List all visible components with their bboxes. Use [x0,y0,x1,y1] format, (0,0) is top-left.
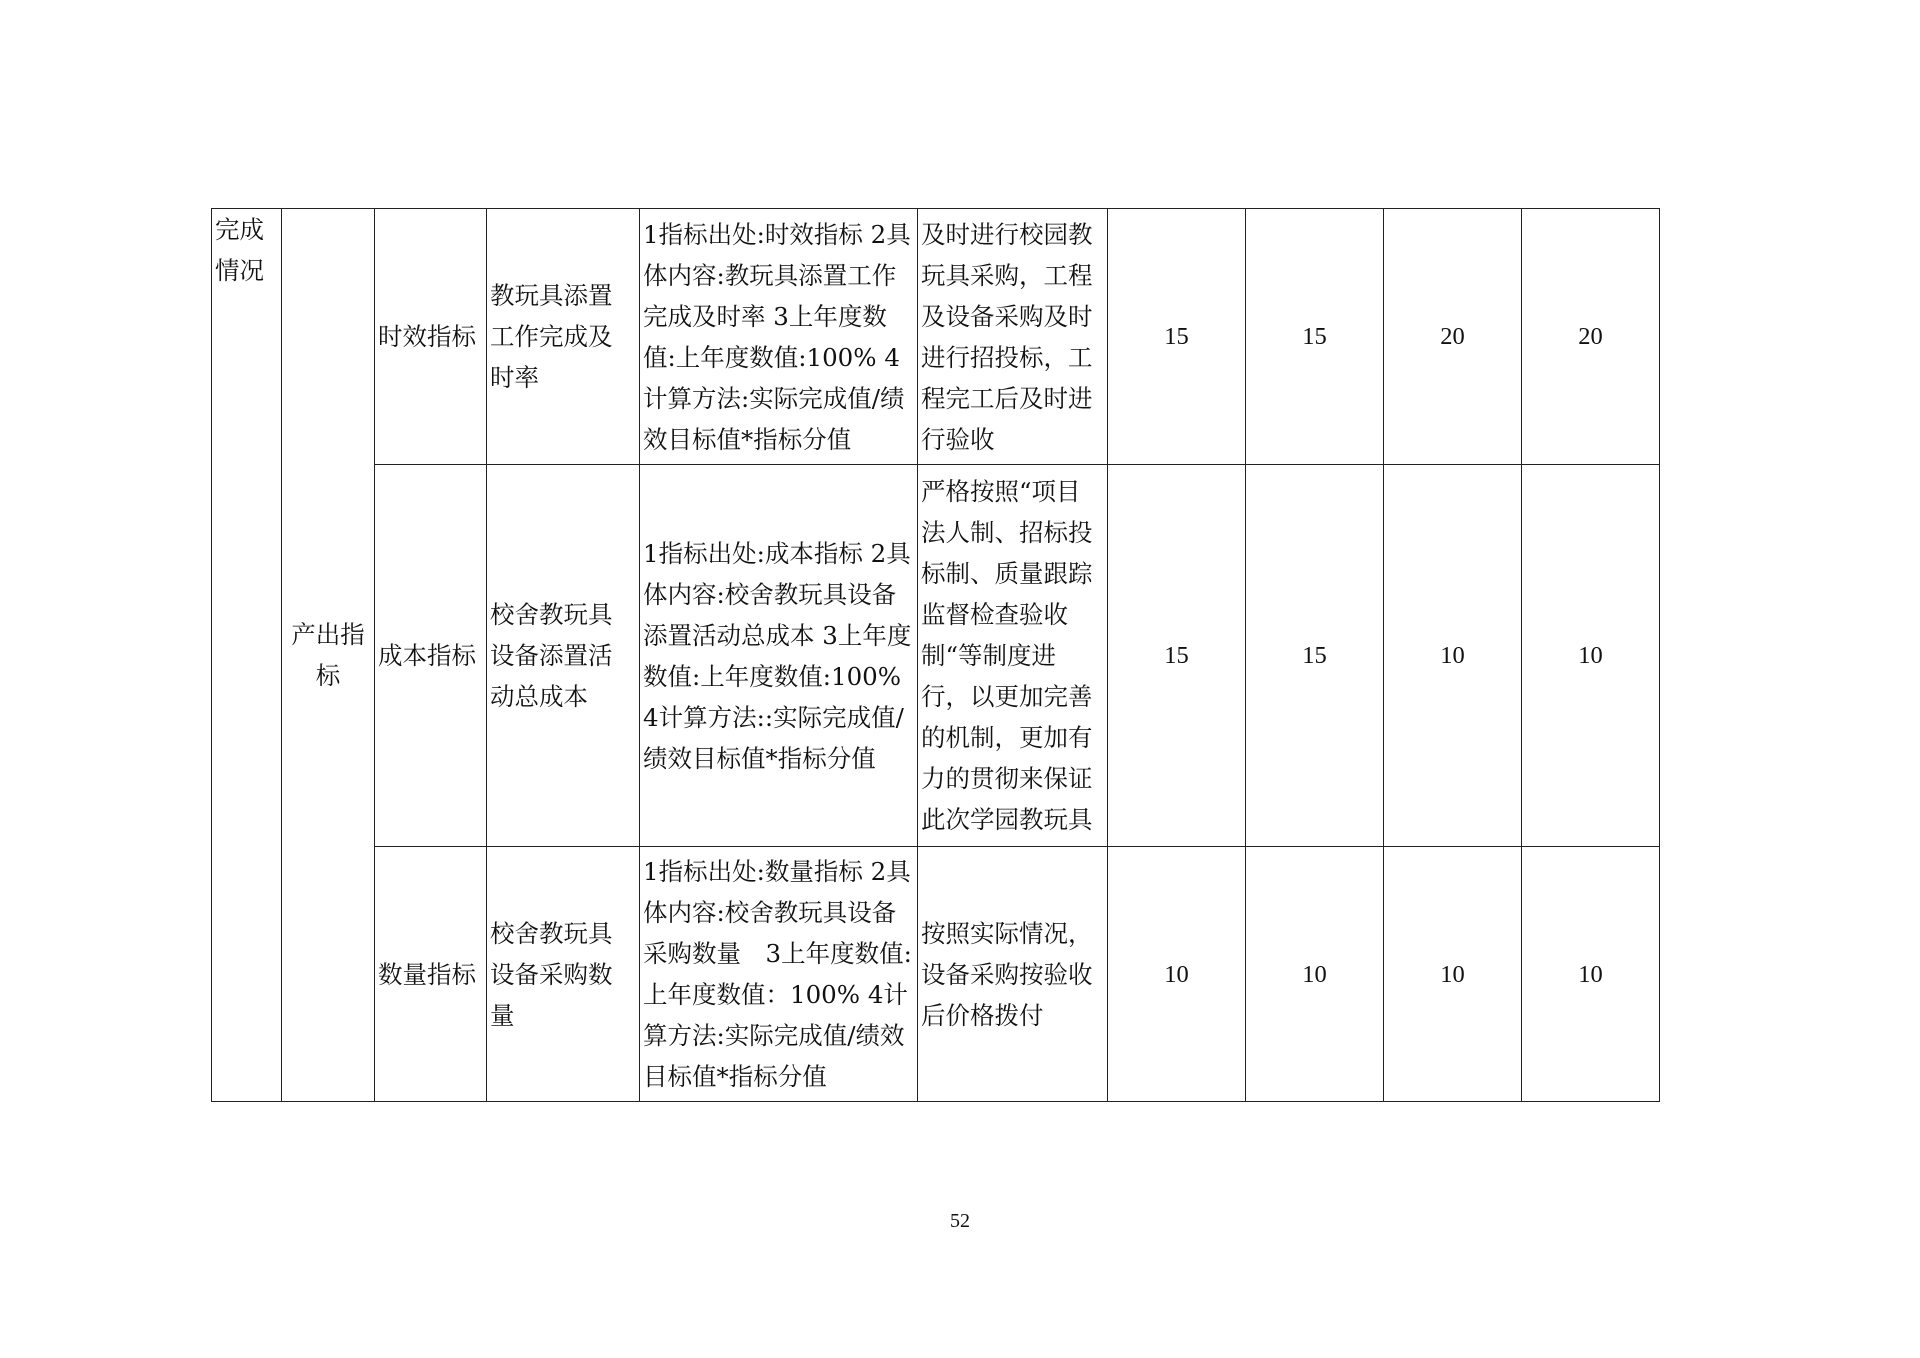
explanation-cell: 按照实际情况，设备采购按验收后价格拨付 [918,847,1108,1102]
explanation-cell: 及时进行校园教玩具采购，工程及设备采购及时进行招投标，工程完工后及时进行验收 [918,209,1108,465]
indicator-cell: 成本指标 [375,465,487,847]
value-cell: 20 [1384,209,1522,465]
category-cell: 完成情况 [212,209,282,1102]
indicator-cell: 时效指标 [375,209,487,465]
indicator-cell: 数量指标 [375,847,487,1102]
value-cell: 10 [1522,847,1660,1102]
value-cell: 15 [1108,465,1246,847]
page-number: 52 [950,1210,970,1232]
indicator-description-cell: 1指标出处:成本指标 2具体内容:校舍教玩具设备添置活动总成本 3上年度数值:上年度数值:100% 4计算方法::实际完成值/绩效目标值*指标分值 [640,465,918,847]
value-cell: 15 [1108,209,1246,465]
level1-indicator-cell: 产出指标 [282,209,375,1102]
value-cell: 10 [1108,847,1246,1102]
indicator-description-cell: 1指标出处:时效指标 2具体内容:教玩具添置工作完成及时率 3上年度数值:上年度数值:100% 4计算方法:实际完成值/绩效目标值*指标分值 [640,209,918,465]
value-cell: 15 [1246,209,1384,465]
value-cell: 10 [1384,465,1522,847]
value-cell: 15 [1246,465,1384,847]
indicator-description-cell: 1指标出处:数量指标 2具体内容:校舍教玩具设备采购数量 3上年度数值:上年度数值：100% 4计算方法:实际完成值/绩效目标值*指标分值 [640,847,918,1102]
indicator-name-cell: 校舍教玩具设备采购数量 [487,847,640,1102]
value-cell: 20 [1522,209,1660,465]
value-cell: 10 [1384,847,1522,1102]
table-row [212,847,1660,1102]
indicator-name-cell: 校舍教玩具设备添置活动总成本 [487,465,640,847]
value-cell: 10 [1246,847,1384,1102]
value-cell: 10 [1522,465,1660,847]
indicator-name-cell: 教玩具添置工作完成及时率 [487,209,640,465]
table-row [212,465,1660,847]
performance-table [211,208,1660,1102]
explanation-cell: 严格按照“项目法人制、招标投标制、质量跟踪监督检查验收制“等制度进行，以更加完善的机制，更加有力的贯彻来保证此次学园教玩具 [918,465,1108,847]
table-row [212,209,1660,465]
